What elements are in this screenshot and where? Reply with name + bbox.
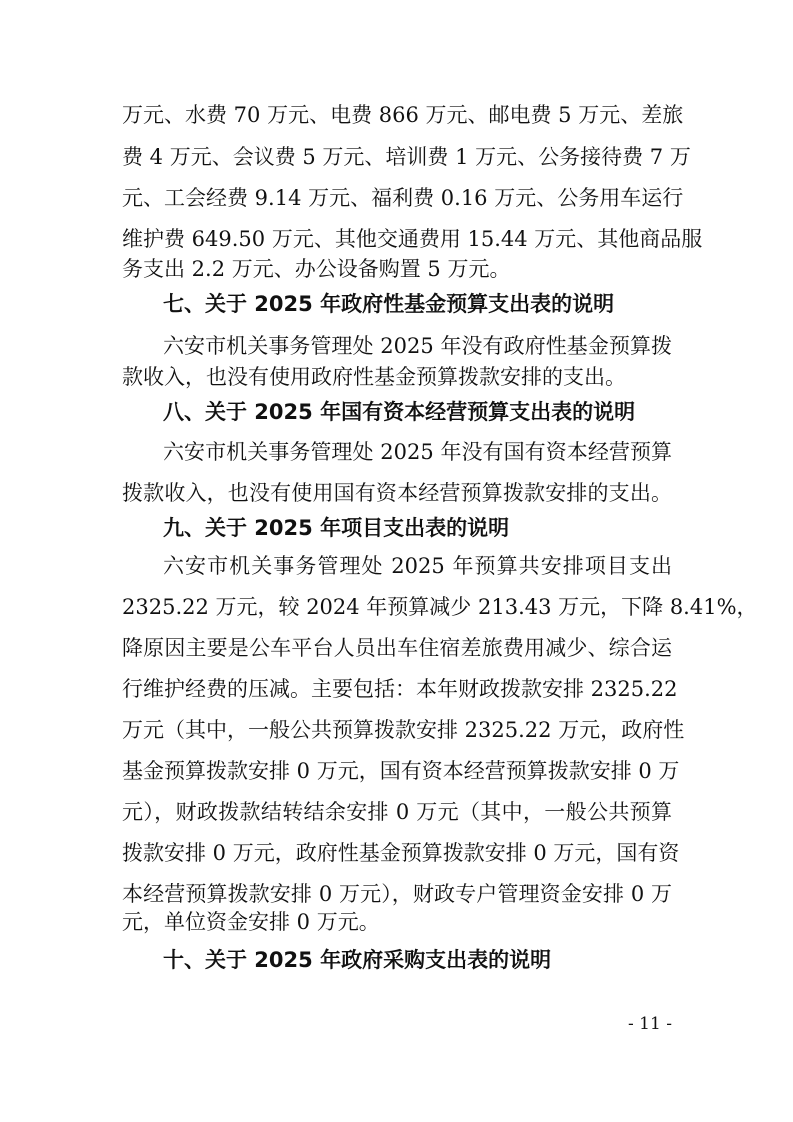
section-heading-10: 十、关于 2025 年政府采购支出表的说明 [163, 948, 552, 972]
body-line: 2325.22 万元，较 2024 年预算减少 213.43 万元，下降 8.41%， [122, 595, 758, 619]
body-line: 费 4 万元、会议费 5 万元、培训费 1 万元、公务接待费 7 万 [122, 145, 691, 169]
body-line: 拨款收入，也没有使用国有资本经营预算拨款安排的支出。 [122, 481, 672, 505]
body-line: 元），财政拨款结转结余安排 0 万元（其中，一般公共预算 [122, 800, 672, 824]
body-line: 六安市机关事务管理处 2025 年没有政府性基金预算拨 [163, 334, 672, 358]
body-line: 元、工会经费 9.14 万元、福利费 0.16 万元、公务用车运行 [122, 186, 684, 210]
body-line: 六安市机关事务管理处 2025 年没有国有资本经营预算 [163, 440, 672, 464]
body-line: 本经营预算拨款安排 0 万元），财政专户管理资金安排 0 万 [122, 882, 672, 906]
body-line: 拨款安排 0 万元，政府性基金预算拨款安排 0 万元，国有资 [122, 841, 680, 865]
body-line: 六安市机关事务管理处 2025 年预算共安排项目支出 [163, 554, 672, 578]
body-line: 万元（其中，一般公共预算拨款安排 2325.22 万元，政府性 [122, 718, 685, 742]
section-heading-9: 九、关于 2025 年项目支出表的说明 [163, 516, 510, 540]
section-heading-7: 七、关于 2025 年政府性基金预算支出表的说明 [163, 292, 615, 316]
body-line: 万元、水费 70 万元、电费 866 万元、邮电费 5 万元、差旅 [122, 103, 684, 127]
body-line: 降原因主要是公车平台人员出车住宿差旅费用减少、综合运 [122, 636, 672, 660]
section-heading-8: 八、关于 2025 年国有资本经营预算支出表的说明 [163, 400, 636, 424]
page-number: - 11 - [628, 1014, 672, 1034]
body-line: 务支出 2.2 万元、办公设备购置 5 万元。 [122, 257, 511, 281]
body-line: 元，单位资金安排 0 万元。 [122, 910, 380, 934]
body-line: 款收入，也没有使用政府性基金预算拨款安排的支出。 [122, 365, 626, 389]
body-line: 行维护经费的压减。主要包括：本年财政拨款安排 2325.22 [122, 677, 678, 701]
body-line: 基金预算拨款安排 0 万元，国有资本经营预算拨款安排 0 万 [122, 759, 680, 783]
body-line: 维护费 649.50 万元、其他交通费用 15.44 万元、其他商品服 [122, 227, 703, 251]
